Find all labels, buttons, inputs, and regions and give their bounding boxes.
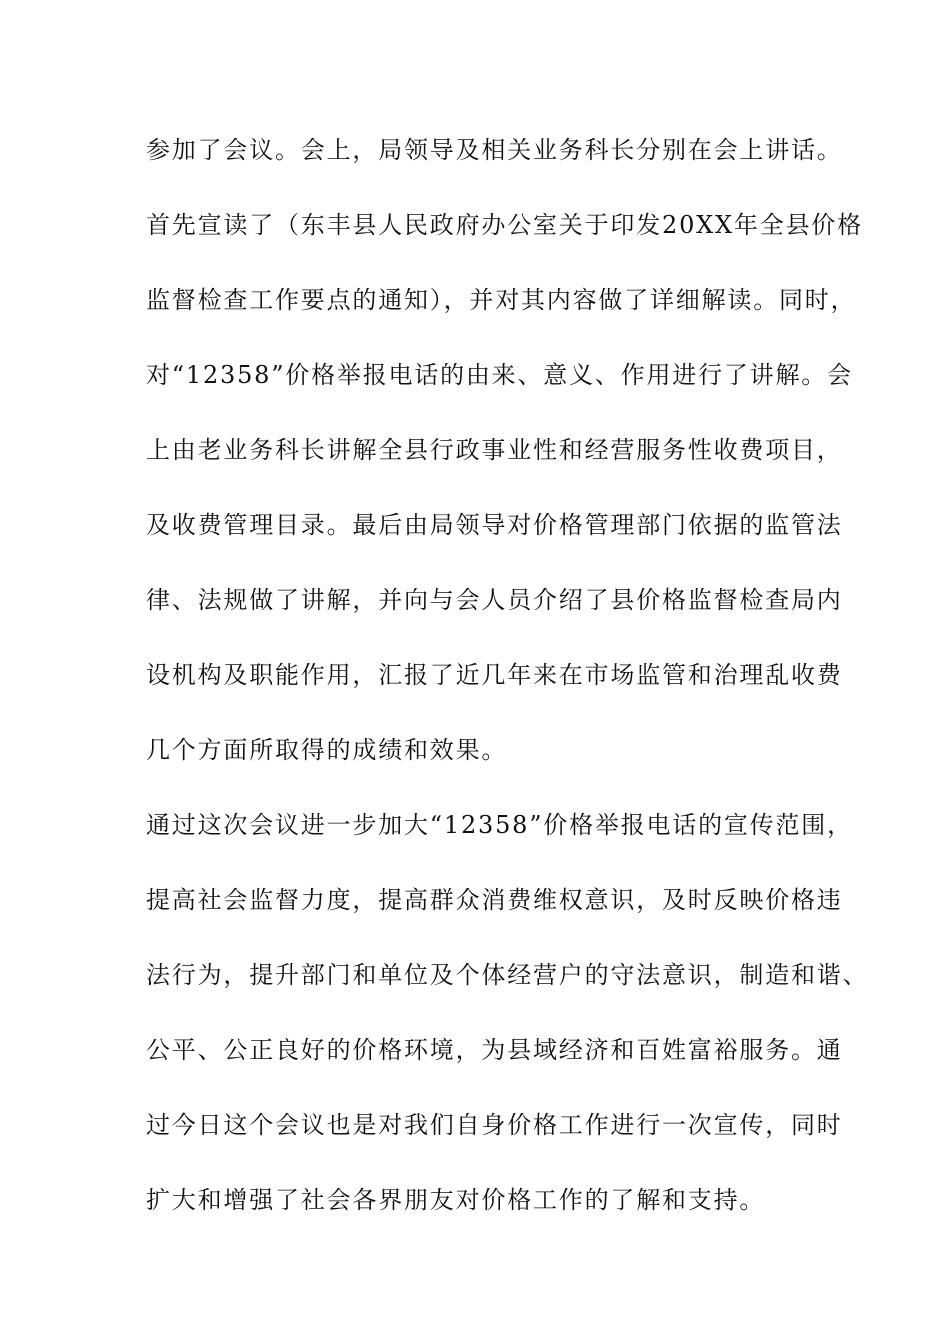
text-line: 及收费管理目录。最后由局领导对价格管理部门依据的监管法 — [146, 511, 843, 539]
text-line: 公平、公正良好的价格环境，为县域经济和百姓富裕服务。通 — [146, 1036, 843, 1064]
text-line: 监督检查工作要点的通知），并对其内容做了详细解读。同时， — [146, 286, 857, 314]
text-line: 扩大和增强了社会各界朋友对价格工作的了解和支持。 — [146, 1186, 766, 1214]
text-line: 通过这次会议进一步加大“12358”价格举报电话的宣传范围， — [146, 811, 853, 839]
text-line: 上由老业务科长讲解全县行政事业性和经营服务性收费项目， — [146, 436, 843, 464]
text-line: 几个方面所取得的成绩和效果。 — [146, 736, 508, 764]
text-line: 参加了会议。会上，局领导及相关业务科长分别在会上讲话。 — [146, 136, 843, 164]
text-line: 设机构及职能作用，汇报了近几年来在市场监管和治理乱收费 — [146, 661, 843, 689]
text-line: 过今日这个会议也是对我们自身价格工作进行一次宣传，同时 — [146, 1111, 843, 1139]
text-line: 律、法规做了讲解，并向与会人员介绍了县价格监督检查局内 — [146, 586, 843, 614]
text-line: 首先宣读了（东丰县人民政府办公室关于印发20XX年全县价格 — [146, 211, 863, 239]
text-line: 对“12358”价格举报电话的由来、意义、作用进行了讲解。会 — [146, 361, 853, 389]
text-line: 法行为，提升部门和单位及个体经营户的守法意识，制造和谐、 — [146, 961, 869, 989]
text-line: 提高社会监督力度，提高群众消费维权意识，及时反映价格违 — [146, 886, 843, 914]
